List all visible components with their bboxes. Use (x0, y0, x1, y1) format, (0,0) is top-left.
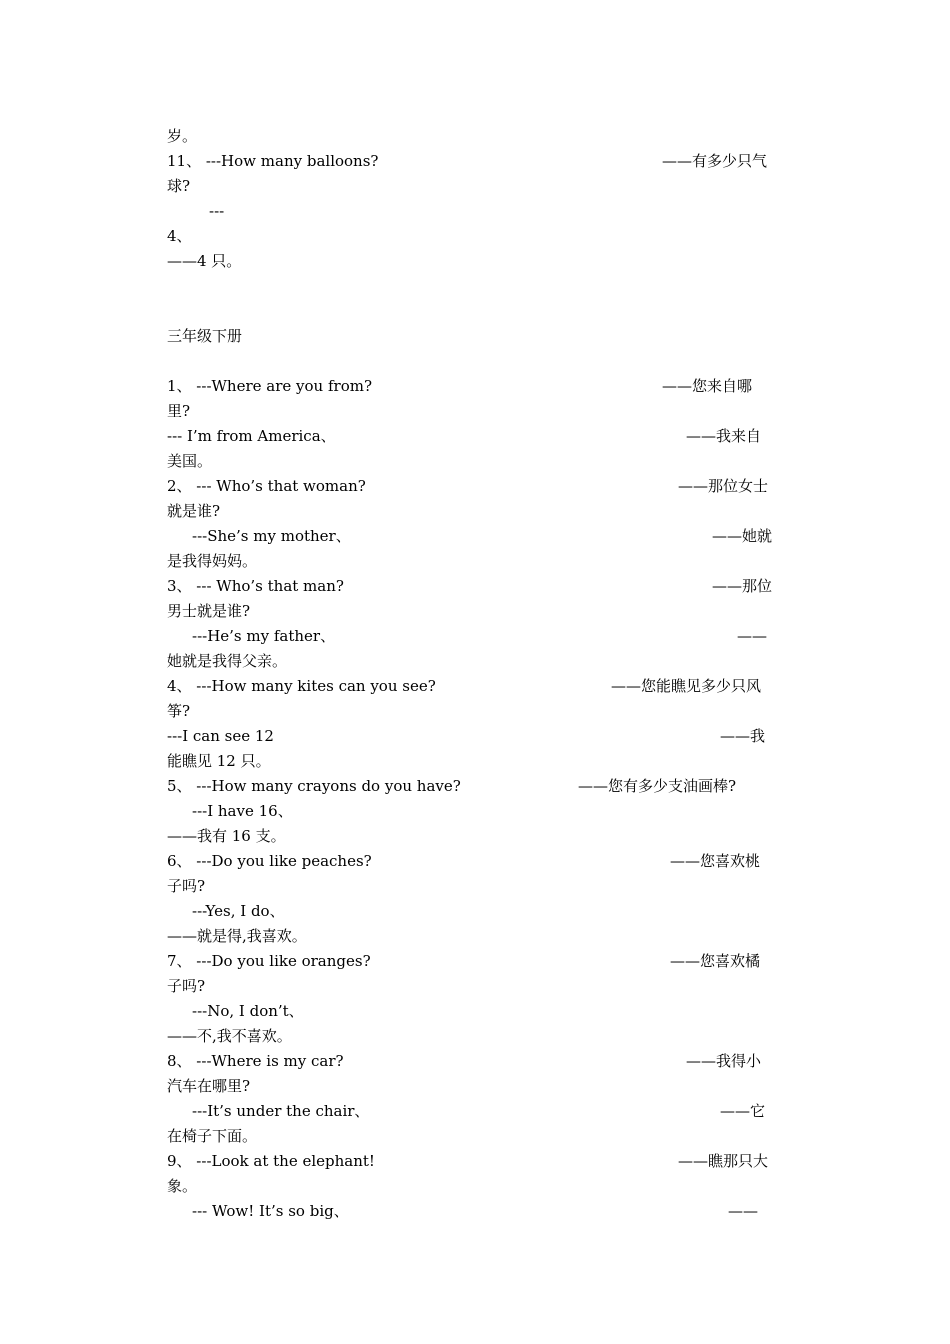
text-line: 岁。 (167, 127, 198, 145)
question-line: 7、 ---Do you like oranges? (167, 952, 371, 970)
translation-line: ——您有多少支油画棒? (578, 777, 737, 795)
answer-line: --- (209, 202, 225, 220)
text-line: 是我得妈妈。 (167, 552, 258, 570)
translation-line: ——那位女士 (678, 477, 769, 495)
question-line: 1、 ---Where are you from? (167, 377, 372, 395)
text-line: 里? (167, 402, 191, 420)
translation-line: ——她就 (712, 527, 773, 545)
text-line: 美国。 (167, 452, 213, 470)
question-line: 9、 ---Look at the elephant! (167, 1152, 375, 1170)
answer-line: ---Yes, I do、 (192, 902, 285, 920)
text-line: 子吗? (167, 877, 206, 895)
text-line: 子吗? (167, 977, 206, 995)
text-line: 汽车在哪里? (167, 1077, 251, 1095)
translation-line: ——您能瞧见多少只风 (611, 677, 762, 695)
text-line: 就是谁? (167, 502, 221, 520)
translation-line: ——您来自哪 (662, 377, 753, 395)
translation-line: ——有多少只气 (662, 152, 768, 170)
question-line: 8、 ---Where is my car? (167, 1052, 344, 1070)
translation-line: ——我 (720, 727, 766, 745)
translation-line: ——4 只。 (167, 252, 242, 270)
text-line: 筝? (167, 702, 191, 720)
question-line: 11、 ---How many balloons? (167, 152, 379, 170)
translation-line: ——就是得,我喜欢。 (167, 927, 307, 945)
question-line: 5、 ---How many crayons do you have? (167, 777, 461, 795)
answer-line: ---No, I don’t、 (192, 1002, 304, 1020)
answer-line: ---It’s under the chair、 (192, 1102, 370, 1120)
section-heading: 三年级下册 (167, 327, 243, 345)
text-line: 球? (167, 177, 191, 195)
translation-line: ——它 (720, 1102, 766, 1120)
translation-line: ——瞧那只大 (678, 1152, 769, 1170)
question-line: 4、 ---How many kites can you see? (167, 677, 436, 695)
answer-line: ---He’s my father、 (192, 627, 336, 645)
text-line: 她就是我得父亲。 (167, 652, 288, 670)
answer-line: ---I have 16、 (192, 802, 293, 820)
translation-line: ——您喜欢橘 (670, 952, 761, 970)
text-line: 4、 (167, 227, 192, 245)
answer-line: --- I’m from America、 (167, 427, 336, 445)
translation-line: ——那位 (712, 577, 773, 595)
translation-line: —— (728, 1202, 758, 1220)
translation-line: ——我来自 (686, 427, 762, 445)
translation-line: —— (737, 627, 767, 645)
answer-line: ---I can see 12 (167, 727, 274, 745)
translation-line: ——我有 16 支。 (167, 827, 286, 845)
text-line: 能瞧见 12 只。 (167, 752, 271, 770)
question-line: 2、 --- Who’s that woman? (167, 477, 366, 495)
translation-line: ——我得小 (686, 1052, 762, 1070)
text-line: 在椅子下面。 (167, 1127, 258, 1145)
question-line: 3、 --- Who’s that man? (167, 577, 344, 595)
text-line: 象。 (167, 1177, 198, 1195)
question-line: 6、 ---Do you like peaches? (167, 852, 372, 870)
text-line: 男士就是谁? (167, 602, 251, 620)
translation-line: ——不,我不喜欢。 (167, 1027, 292, 1045)
answer-line: ---She’s my mother、 (192, 527, 351, 545)
answer-line: --- Wow! It’s so big、 (192, 1202, 349, 1220)
translation-line: ——您喜欢桃 (670, 852, 761, 870)
